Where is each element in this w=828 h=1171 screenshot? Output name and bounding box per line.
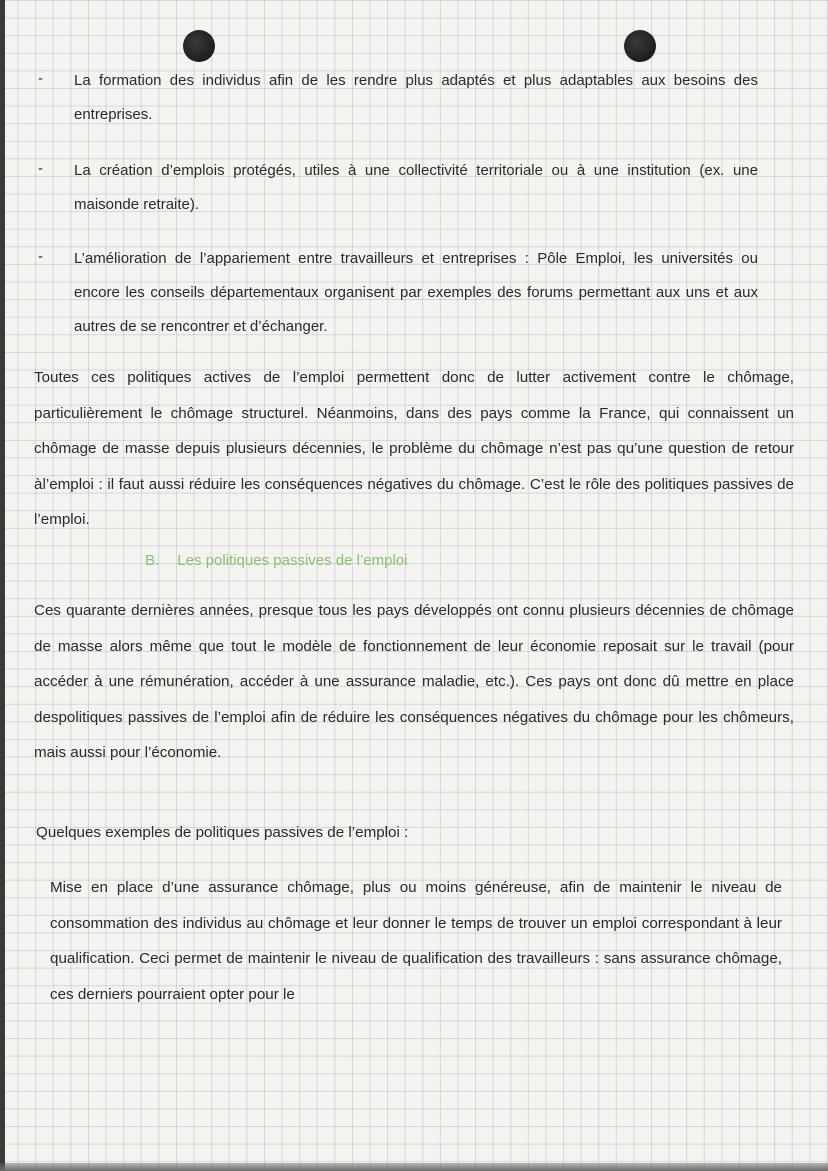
page-bottom-edge [0, 1163, 828, 1171]
bullet-text: L’amélioration de l’appariement entre travailleurs et entreprises : Pôle Emploi, les universités ou encore les conseils départementaux organisent par exemples des forums permettant aux uns et aux autres de se rencontrer et d’échanger. [74, 250, 758, 335]
bullet-item [38, 64, 758, 132]
examples-intro: Quelques exemples de politiques passives de l’emploi : [36, 824, 409, 841]
section-number: B. [145, 552, 160, 569]
paragraph-unemployment-insurance: Mise en place d’une assurance chômage, plus ou moins généreuse, afin de maintenir le niveau de consommation des individus au chômage et leur donner le temps de trouver un emploi correspondant à leur qualification. Ceci permet de maintenir le niveau de qualification des travailleurs : sans assurance chômage, ces derniers pourraient opter pour le [50, 879, 782, 1003]
page-left-edge [0, 0, 5, 1171]
bullet-text: La formation des individus afin de les rendre plus adaptés et plus adaptables aux besoins des entreprises. [74, 72, 758, 123]
section-title: Les politiques passives de l’emploi [177, 552, 408, 569]
bullet-item [38, 154, 758, 222]
paragraph-passive-policies: Ces quarante dernières années, presque tous les pays développés ont connu plusieurs décennies de chômage de masse alors même que tout le modèle de fonctionnement de leur économie reposait sur le travail (pour accéder à une rémunération, accéder à une assurance maladie, etc.). Ces pays ont donc dû mettre en place despolitiques passives de l’emploi afin de réduire les conséquences négatives du chômage pour les chômeurs, mais aussi pour l’économie. [34, 602, 794, 761]
binder-hole [183, 30, 215, 62]
paragraph-active-policies: Toutes ces politiques actives de l’emploi permettent donc de lutter activement contre le chômage, particulièrement le chômage structurel. Néanmoins, dans des pays comme la France, qui connaissent un chômage de masse depuis plusieurs décennies, le problème du chômage n’est pas qu’une question de retour àl’emploi : il faut aussi réduire les conséquences négatives du chômage. C’est le rôle des politiques passives de l’emploi. [34, 369, 794, 528]
section-heading [145, 552, 408, 569]
bullet-text: La création d’emplois protégés, utiles à une collectivité territoriale ou à une institution (ex. une maisonde retraite). [74, 162, 758, 213]
bullet-dash: - [38, 160, 43, 177]
binder-hole [624, 30, 656, 62]
bullet-dash: - [38, 70, 43, 87]
bullet-dash: - [38, 248, 43, 265]
bullet-item [38, 242, 758, 344]
